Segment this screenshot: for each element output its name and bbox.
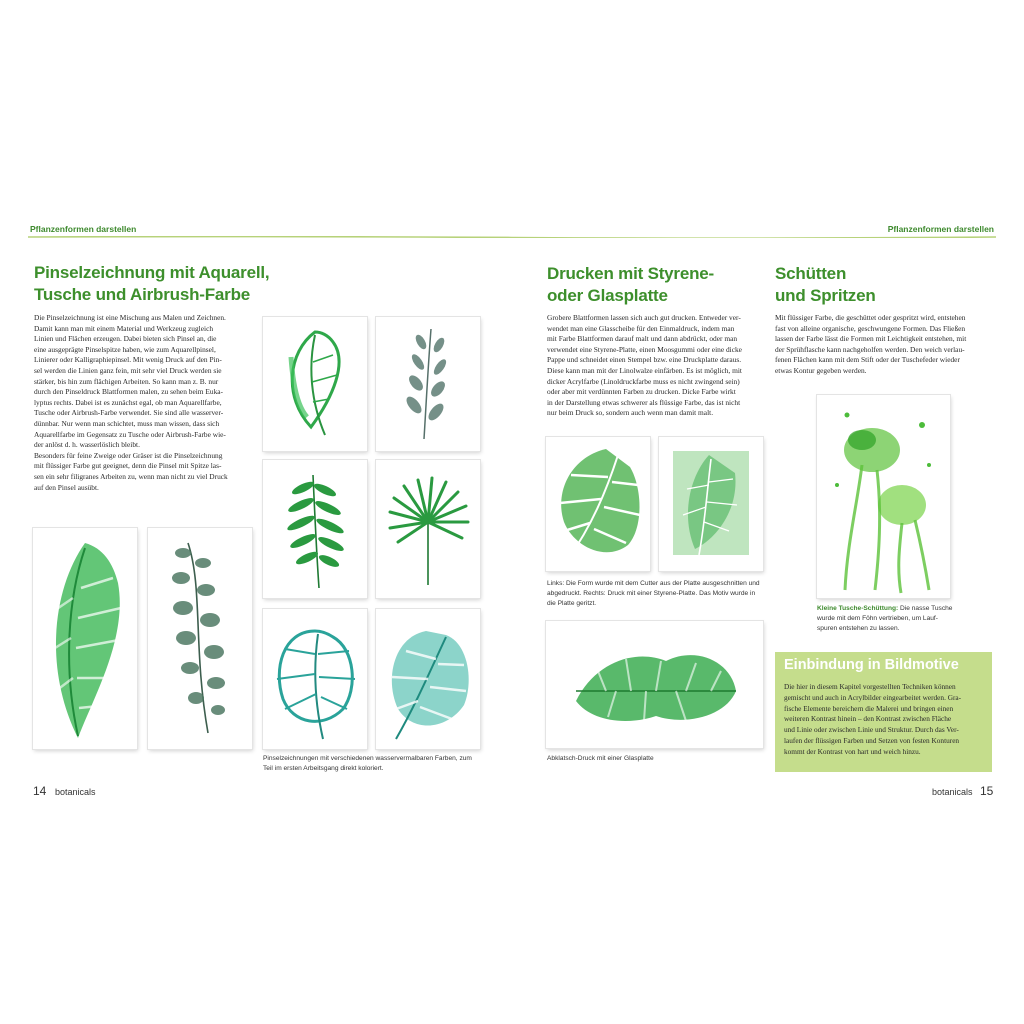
text-line: stärker, bis hin zum flächigen Arbeiten. So kann man z. B. nur	[34, 376, 219, 386]
card-abklatsch-print	[546, 621, 763, 748]
text-line: lassen der Farbe lässt die Formen mit Leichtigkeit entstehen, mit	[775, 334, 967, 344]
abklatsch-caption: Abklatsch-Druck mit einer Glasplatte	[547, 755, 654, 762]
header-rule	[28, 236, 996, 238]
info-box-text	[784, 682, 983, 758]
left-caption-line2: Teil im ersten Arbeitsgang direkt koloriert.	[263, 765, 384, 772]
card-leaf-outline	[263, 317, 367, 451]
info-box	[775, 652, 992, 772]
left-body-text	[34, 313, 253, 493]
card-monstera-outline	[263, 609, 367, 749]
card-monstera-wash	[33, 528, 137, 749]
text-line: oder aber mit verdünnten Farben zu drucken. Dicke Farbe wirkt	[547, 387, 736, 397]
text-line: auf den Pinsel ausübt.	[34, 482, 99, 492]
text-line: der Sprühflasche kann nachgeholfen werden. Den weich verlau-	[775, 344, 965, 354]
card-palm-leaf	[376, 460, 480, 598]
text-line: in der Darstellung etwas schwerer als flüssige Farbe, das ist nicht	[547, 397, 741, 407]
text-line: sen ein sehr filigranes Arbeiten zu, wenn man nicht zu viel Druck	[34, 471, 228, 481]
running-head-right: Pflanzenformen darstellen	[887, 224, 994, 234]
text-line: Linien und Flächen erzeugen. Dabei bieten sich Pinsel an, die	[34, 334, 217, 344]
left-heading	[34, 262, 269, 306]
text-line: Grobere Blattformen lassen sich auch gut drucken. Entweder ver-	[547, 313, 741, 322]
print-caption-line3: die Platte geritzt.	[547, 600, 597, 607]
print-heading-line1: Drucken mit Styrene-	[547, 264, 714, 283]
pour-heading	[775, 263, 876, 307]
card-fern-green	[263, 460, 367, 598]
print-caption	[547, 579, 769, 609]
card-eucalyptus	[148, 528, 252, 749]
text-line: Pappe und schneidet einen Stempel bzw. eine Druckplatte daraus.	[547, 355, 742, 365]
folio-number-left: 14	[33, 784, 47, 798]
text-line: durch den Pinseldruck Blattformen malen, zu sehen beim Euka-	[34, 387, 224, 397]
print-caption-line2: abgedruckt. Rechts: Druck mit einer Styrene-Platte. Das Motiv wurde in	[547, 590, 756, 597]
text-line: verwendet eine Styrene-Platte, einen Moosgummi oder eine dicke	[547, 344, 742, 354]
left-figure-caption	[263, 754, 493, 774]
text-line: laufen der flüssigen Farben und Setzen von festen Konturen	[784, 735, 960, 745]
print-heading-line2: oder Glasplatte	[547, 286, 668, 305]
text-line: nur beim Druck so, sondern auch wenn man damit malt.	[547, 408, 714, 418]
text-line: gemischt und auch in Acrylbilder eingearbeitet werden. Gra-	[784, 692, 962, 702]
text-line: Besonders für feine Zweige oder Gräser ist die Pinselzeichnung	[34, 450, 223, 460]
print-caption-line1: Links: Die Form wurde mit dem Cutter aus der Platte ausgeschnitten und	[547, 580, 760, 587]
pour-body-text	[775, 313, 992, 377]
text-line: der anlöst d. h. wasserlöslich bleibt.	[34, 440, 140, 450]
text-line: Mit flüssiger Farbe, die geschüttet oder gespritzt wird, entstehen	[775, 313, 966, 322]
pour-heading-line1: Schütten	[775, 264, 847, 283]
text-line: fenen Flächen kann mit dem Stift oder der Tuschefeder wieder	[775, 355, 960, 365]
text-line: fast von alleine organische, geschwungene Formen. Das Fließen	[775, 323, 966, 333]
folio-word-left: botanicals	[55, 787, 96, 797]
text-line: eine ausgeprägte Pinselspitze haben, wie zum Aquarellpinsel,	[34, 344, 216, 354]
card-sprig-grey	[376, 317, 480, 451]
text-line: Diese kann man mit der Linolwalze einfärben. Es ist möglich, mit	[547, 365, 742, 375]
text-line: lyptus rechts. Dabei ist es zunächst egal, ob man Aquarellfarbe,	[34, 397, 222, 407]
text-line: etwas Kontur gegeben werden.	[775, 365, 867, 375]
print-heading	[547, 263, 714, 307]
pour-caption	[817, 604, 967, 634]
running-head-left: Pflanzenformen darstellen	[30, 224, 137, 234]
left-caption-line1: Pinselzeichnungen mit verschiedenen wasservermalbaren Farben, zum	[263, 755, 472, 762]
text-line: Tusche oder Airbrush-Farbe verwendet. Sie sind alle wasserver-	[34, 408, 224, 418]
card-print-styrene	[659, 437, 763, 571]
text-line: mit Farbe Blattformen darauf malt und dann abdrückt, oder man	[547, 334, 738, 344]
text-line: kommt der Kontrast von hart und weich hinzu.	[784, 746, 921, 756]
pour-caption-lead: Kleine Tusche-Schüttung:	[817, 605, 899, 612]
pour-caption-line2: wurde mit dem Föhn vertrieben, um Lauf-	[817, 615, 938, 622]
text-line: sel werden die Linien ganz fein, mit sehr viel Druck werden sie	[34, 365, 222, 375]
left-heading-line2: Tusche und Airbrush-Farbe	[34, 285, 251, 304]
info-box-title: Einbindung in Bildmotive	[784, 657, 959, 673]
text-line: dicker Acrylfarbe (Linoldruckfarbe muss es nicht zwingend sein)	[547, 376, 740, 386]
text-line: mit flüssiger Farbe gut geeignet, denn die Pinsel mit Spitze las-	[34, 461, 222, 471]
text-line: Damit kann man mit einem Material und Werkzeug zugleich	[34, 323, 214, 333]
text-line: und Linie oder zwischen Linie und Struktur. Durch das Ver-	[784, 725, 959, 735]
text-line: wendet man eine Glasscheibe für den Einmaldruck, indem man	[547, 323, 735, 333]
print-body-text	[547, 313, 765, 419]
card-ink-pour	[817, 395, 950, 598]
folio-number-right: 15	[980, 784, 994, 798]
pour-caption-line3: spuren entstehen zu lassen.	[817, 625, 900, 632]
left-heading-line1: Pinselzeichnung mit Aquarell,	[34, 263, 270, 282]
text-line: Aquarellfarbe im Gegensatz zu Tusche oder Airbrush-Farbe wie-	[34, 429, 226, 439]
pour-heading-line2: und Spritzen	[775, 286, 876, 305]
card-monstera-teal	[376, 609, 480, 749]
text-line: Die Pinselzeichnung ist eine Mischung aus Malen und Zeichnen.	[34, 313, 226, 322]
text-line: fische Elemente bereichern die Malerei und bringen einen	[784, 703, 954, 713]
text-line: weiteren Kontrast hinein – den Kontrast zwischen Fläche	[784, 714, 952, 724]
folio-word-right: botanicals	[932, 787, 973, 797]
text-line: dünnbar. Nur wenn man schichtet, muss man wissen, dass sich	[34, 418, 220, 428]
text-line: Linierer oder Kalligraphiepinsel. Mit wenig Druck auf den Pin-	[34, 355, 222, 365]
text-line: Die hier in diesem Kapitel vorgestellten Techniken können	[784, 682, 956, 691]
pour-caption-line1: Die nasse Tusche	[898, 605, 953, 612]
card-print-cut-leaf	[546, 437, 650, 571]
